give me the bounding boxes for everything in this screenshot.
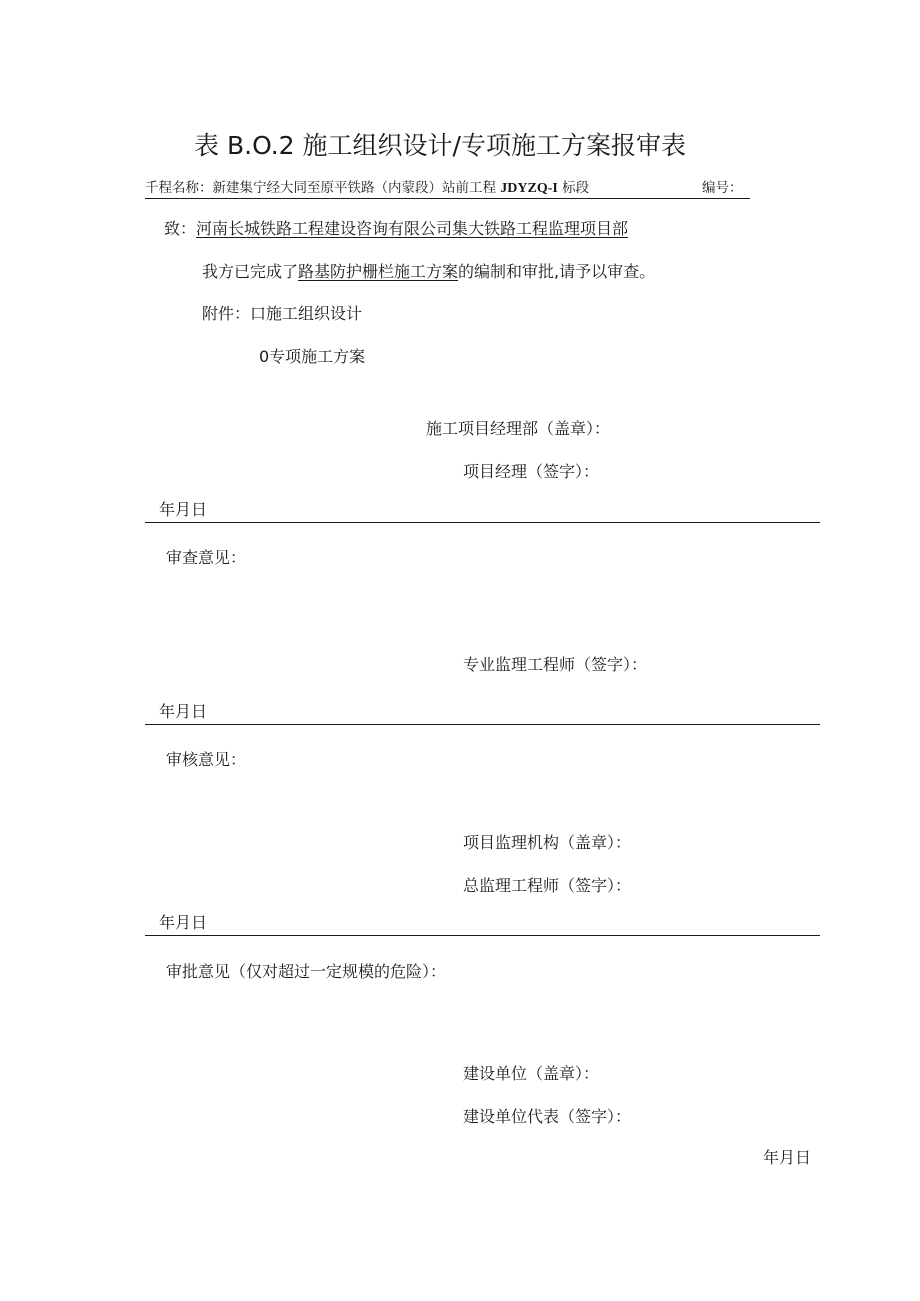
supervision-org-seal: 项目监理机构（盖章）： xyxy=(463,833,632,852)
approval-opinion-label: 审批意见（仅对超过一定规模的危险）： xyxy=(166,962,447,981)
attachment-label: 附件： xyxy=(202,304,251,323)
attachment-option-special-plan: 0专项施工方案 xyxy=(259,347,366,366)
audit-opinion-label: 审核意见： xyxy=(166,750,247,769)
contractor-dept-seal: 施工项目经理部（盖章）： xyxy=(426,419,611,438)
project-manager-signature: 项目经理（签字）： xyxy=(463,462,600,481)
review-date: 年月日 xyxy=(145,703,820,725)
attachment-line xyxy=(202,301,362,324)
addressee-name: 河南长城铁路工程建设咨询有限公司集大铁路工程监理项目部 xyxy=(196,219,629,238)
attachment-option-construction-design: 口施工组织设计 xyxy=(250,304,363,323)
project-section-suffix: 标段 xyxy=(557,180,590,196)
approval-date: 年月日 xyxy=(763,1148,812,1167)
addressee-prefix: 致： xyxy=(164,219,197,238)
contractor-date: 年月日 xyxy=(145,501,820,523)
review-opinion-label: 审查意见： xyxy=(166,548,247,567)
project-section-code: JDYZQ-I xyxy=(500,181,558,196)
statement-after: 的编制和审批,请予以审查。 xyxy=(458,262,656,281)
statement-before: 我方已完成了 xyxy=(202,262,299,281)
owner-unit-seal: 建设单位（盖章）： xyxy=(463,1064,600,1083)
chief-engineer-signature: 总监理工程师（签字）： xyxy=(463,876,632,895)
supervising-engineer-signature: 专业监理工程师（签字）： xyxy=(463,655,648,674)
project-name: 千程名称：新建集宁经大同至原平铁路（内蒙段）站前工程 xyxy=(145,180,501,196)
owner-representative-signature: 建设单位代表（签字）： xyxy=(463,1107,632,1126)
project-info-line xyxy=(145,176,750,199)
addressee-line xyxy=(164,216,628,239)
submission-statement xyxy=(202,259,655,282)
form-title: 表 B.O.2 施工组织设计/专项施工方案报审表 xyxy=(194,131,686,160)
form-number-label: 编号： xyxy=(702,180,743,196)
plan-name: 路基防护栅栏施工方案 xyxy=(298,262,459,281)
audit-date: 年月日 xyxy=(145,914,820,936)
